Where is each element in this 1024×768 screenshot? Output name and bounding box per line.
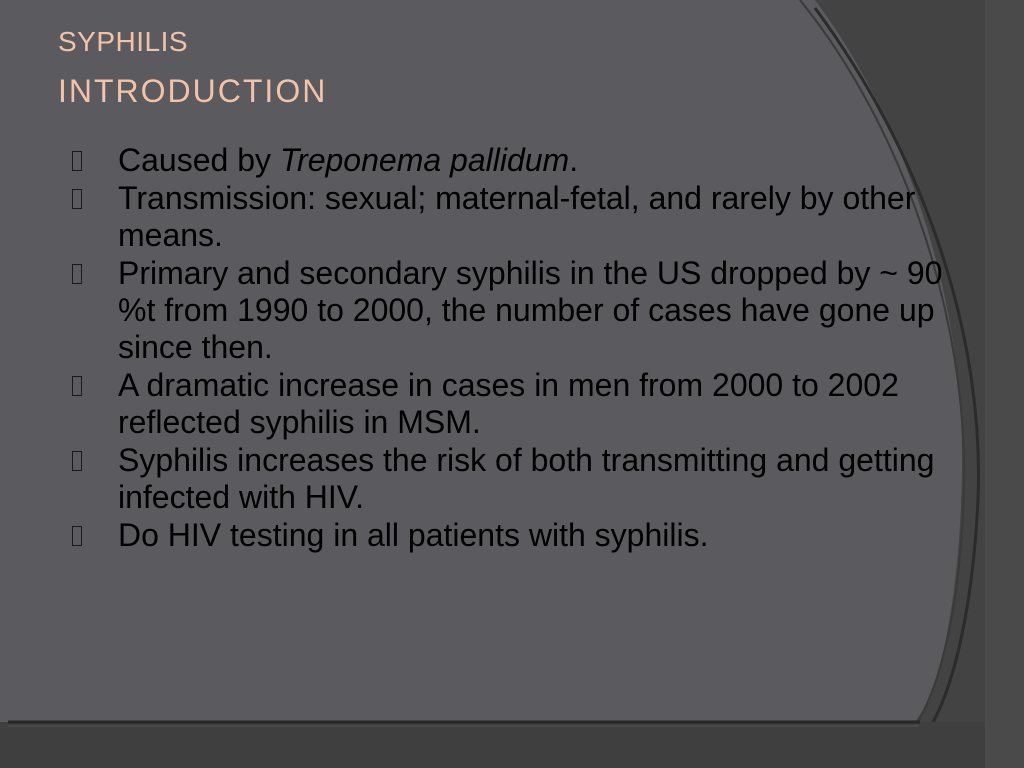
bullet-italic-text: Treponema pallidum <box>279 142 570 178</box>
bottom-band <box>0 722 1024 768</box>
bullet-icon <box>72 264 82 284</box>
bullet-text: Do HIV testing in all patients with syphilis. <box>118 517 709 553</box>
right-edge-shade <box>985 0 1024 768</box>
bullet-text: A dramatic increase in cases in men from 2000 to 2002 reflected syphilis in MSM. <box>118 367 899 440</box>
bullet-icon <box>72 451 82 471</box>
bullet-item <box>70 180 960 254</box>
bullet-text: Primary and secondary syphilis in the US dropped by ~ 90 %t from 1990 to 2000, the number of cases have gone up since then. <box>118 255 943 365</box>
slide-title-top: SYPHILIS <box>58 26 189 57</box>
bullet-item <box>70 442 960 516</box>
bullet-icon <box>72 151 82 171</box>
bullet-list <box>70 142 960 555</box>
bullet-item <box>70 517 960 554</box>
bullet-text: Caused by <box>118 142 280 178</box>
bullet-item <box>70 367 960 441</box>
bullet-item <box>70 142 960 179</box>
bullet-item <box>70 255 960 366</box>
bullet-icon <box>72 526 82 546</box>
bullet-text: Transmission: sexual; maternal-fetal, and rarely by other means. <box>118 180 916 253</box>
bullet-text: Syphilis increases the risk of both transmitting and getting infected with HIV. <box>118 442 935 515</box>
slide-title-main: INTRODUCTION <box>58 73 328 109</box>
bullet-icon <box>72 376 82 396</box>
bullet-icon <box>72 189 82 209</box>
bullet-suffix: . <box>569 142 579 178</box>
